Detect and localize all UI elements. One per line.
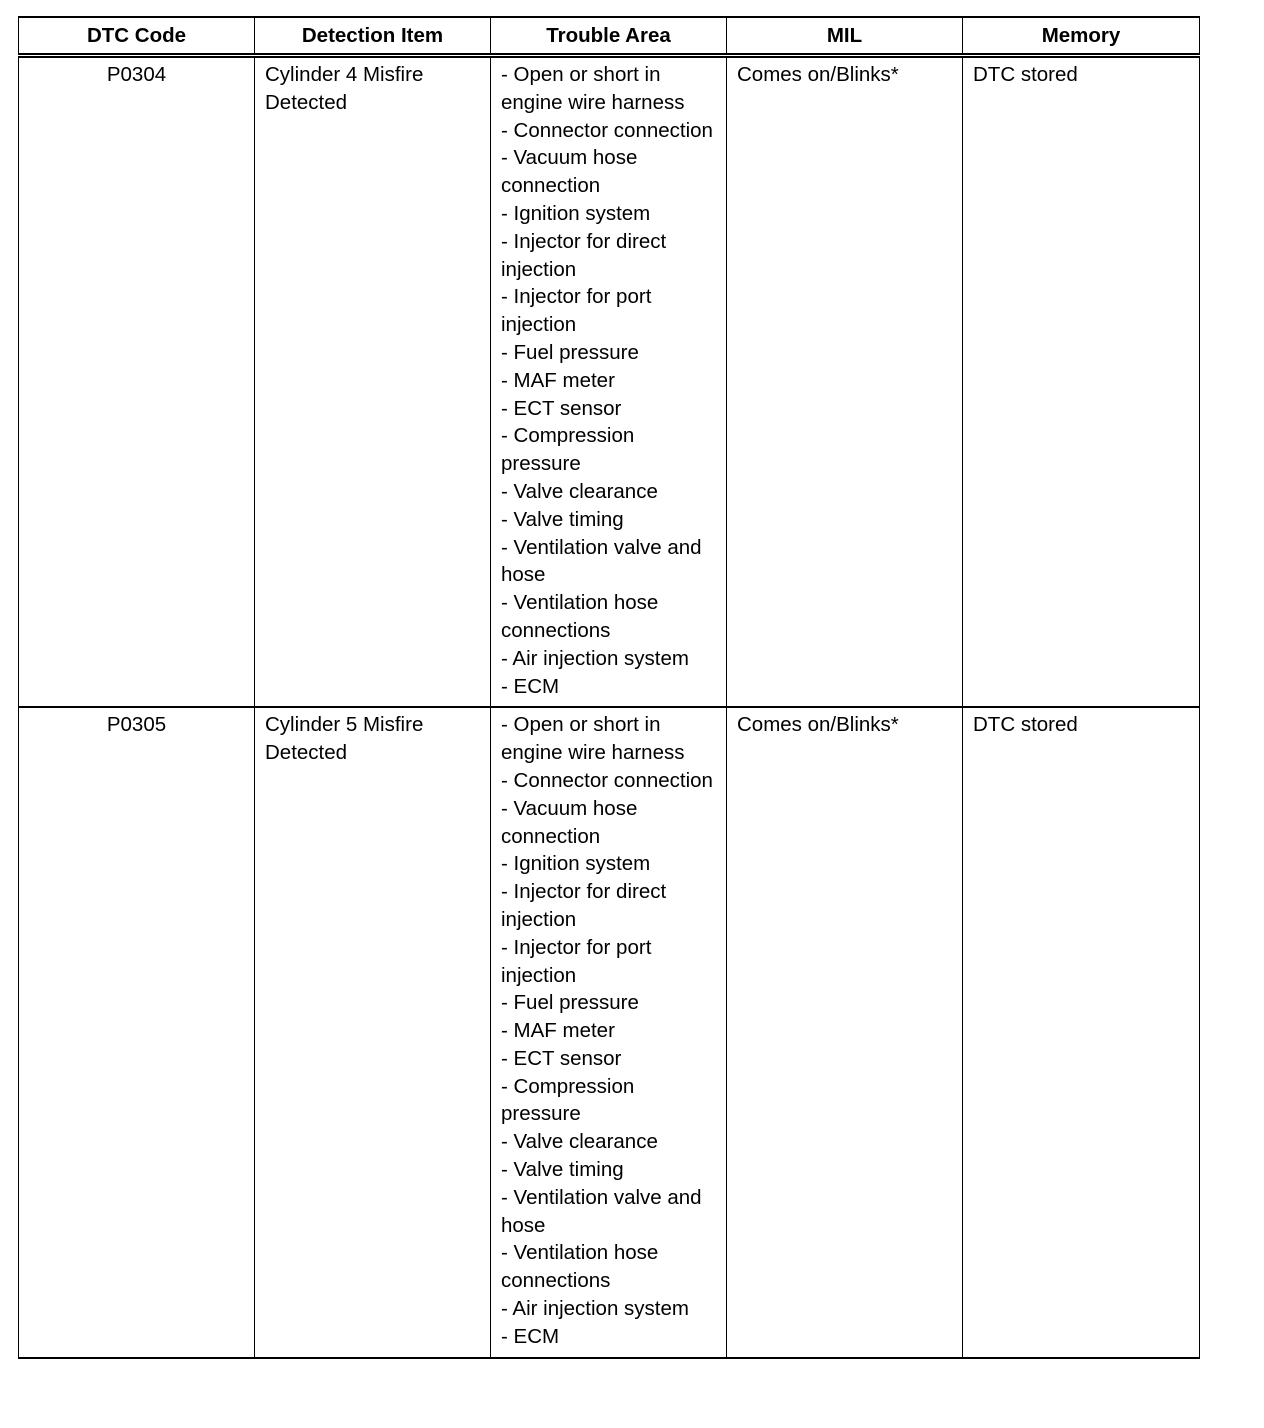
trouble-area-item: - Connector connection [501,768,713,792]
dtc-table [18,16,1200,1359]
trouble-area-item: - Ignition system [501,852,651,876]
trouble-area-item: - ECT sensor [501,1046,622,1070]
trouble-area-item: - Air injection system [501,646,689,670]
trouble-area-item: - Fuel pressure [501,340,639,364]
dtc-code-cell: P0305 [19,707,255,1357]
trouble-area-item: - Fuel pressure [501,991,639,1015]
memory-cell: DTC stored [963,707,1200,1357]
memory-cell: DTC stored [963,56,1200,708]
trouble-area-item: - Ventilation hose connections [501,1241,659,1293]
table-header [19,17,1200,56]
trouble-area-item: - Injector for direct injection [501,229,667,281]
trouble-area-item: - MAF meter [501,1019,615,1043]
trouble-area-item: - Open or short in engine wire harness [501,713,685,765]
mil-cell: Comes on/Blinks* [727,707,963,1357]
trouble-area-item: - Connector connection [501,118,713,142]
trouble-area-item: - Air injection system [501,1297,689,1321]
trouble-area-item: - Valve timing [501,507,624,531]
trouble-area-item: - Valve clearance [501,1130,658,1154]
trouble-area-item: - Ventilation hose connections [501,591,659,642]
table-row [19,56,1200,708]
trouble-area-item: - ECM [501,1324,560,1348]
detection-item-cell: Cylinder 4 Misfire Detected [255,56,491,708]
trouble-area-item: - Vacuum hose connection [501,796,638,848]
trouble-area-cell [491,707,727,1357]
trouble-area-cell [491,56,727,708]
trouble-area-item: - Vacuum hose connection [501,146,638,198]
trouble-area-item: - Ventilation valve and hose [501,1185,702,1237]
header-row [19,17,1200,56]
trouble-area-item: - ECM [501,674,560,698]
detection-item-cell: Cylinder 5 Misfire Detected [255,707,491,1357]
mil-cell: Comes on/Blinks* [727,56,963,708]
trouble-area-item: - Injector for direct injection [501,880,667,931]
header-trouble-area: Trouble Area [491,17,727,56]
trouble-area-item: - Compression pressure [501,424,635,476]
trouble-area-item: - Valve timing [501,1158,624,1182]
table-row [19,707,1200,1357]
trouble-area-item: - Ignition system [501,201,651,225]
table-body [19,56,1200,1358]
trouble-area-item: - Injector for port injection [501,285,652,337]
header-memory: Memory [963,17,1200,56]
trouble-area-item: - Open or short in engine wire harness [501,63,685,114]
trouble-area-item: - Ventilation valve and hose [501,535,702,587]
trouble-area-item: - ECT sensor [501,396,622,420]
trouble-area-item: - MAF meter [501,368,615,392]
trouble-area-item: - Valve clearance [501,479,658,503]
header-mil: MIL [727,17,963,56]
header-detection-item: Detection Item [255,17,491,56]
dtc-code-cell: P0304 [19,56,255,708]
trouble-area-item: - Injector for port injection [501,935,652,987]
trouble-area-item: - Compression pressure [501,1074,635,1126]
header-dtc-code: DTC Code [19,17,255,56]
